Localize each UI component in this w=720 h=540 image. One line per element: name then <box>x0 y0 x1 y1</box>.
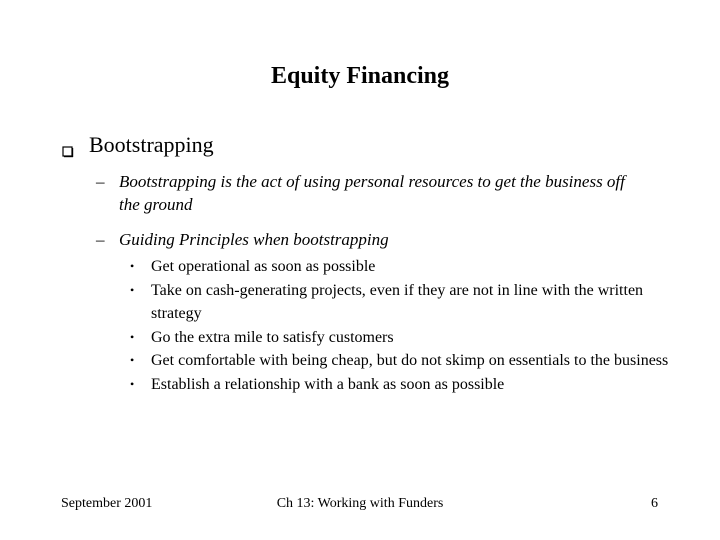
principle-text: Take on cash-generating projects, even if they are not in line with the written strategy <box>151 281 644 322</box>
round-bullet: • <box>130 353 135 367</box>
slide-title: Equity Financing <box>270 63 450 89</box>
principle-item <box>130 326 670 350</box>
round-bullet: • <box>130 329 135 344</box>
principle-item <box>130 255 670 279</box>
sub-point-text: Guiding Principles when bootstrapping <box>119 230 389 249</box>
principle-text: Establish a relationship with a bank as soon as possible <box>151 375 505 393</box>
square-bullet-icon <box>62 146 74 158</box>
dash-bullet: – <box>96 172 105 191</box>
principle-item <box>130 349 670 373</box>
round-bullet: • <box>130 259 135 273</box>
round-bullet: • <box>130 282 135 297</box>
footer-page-number: 6 <box>651 496 658 511</box>
dash-bullet: – <box>96 230 105 249</box>
principle-text: Get operational as soon as possible <box>151 258 376 275</box>
principle-text: Get comfortable with being cheap, but do not skimp on essentials to the business <box>151 352 669 369</box>
footer-chapter: Ch 13: Working with Funders <box>276 496 444 511</box>
principle-item <box>130 373 670 397</box>
principles-list <box>130 255 670 396</box>
round-bullet: • <box>130 376 135 391</box>
footer-date: September 2001 <box>61 496 153 511</box>
sub-point-text: Bootstrapping is the act of using personal resources to get the business off the ground <box>119 172 625 214</box>
principle-text: Go the extra mile to satisfy customers <box>151 328 394 346</box>
main-point-bootstrapping: Bootstrapping <box>89 132 214 157</box>
principle-item <box>130 279 670 326</box>
